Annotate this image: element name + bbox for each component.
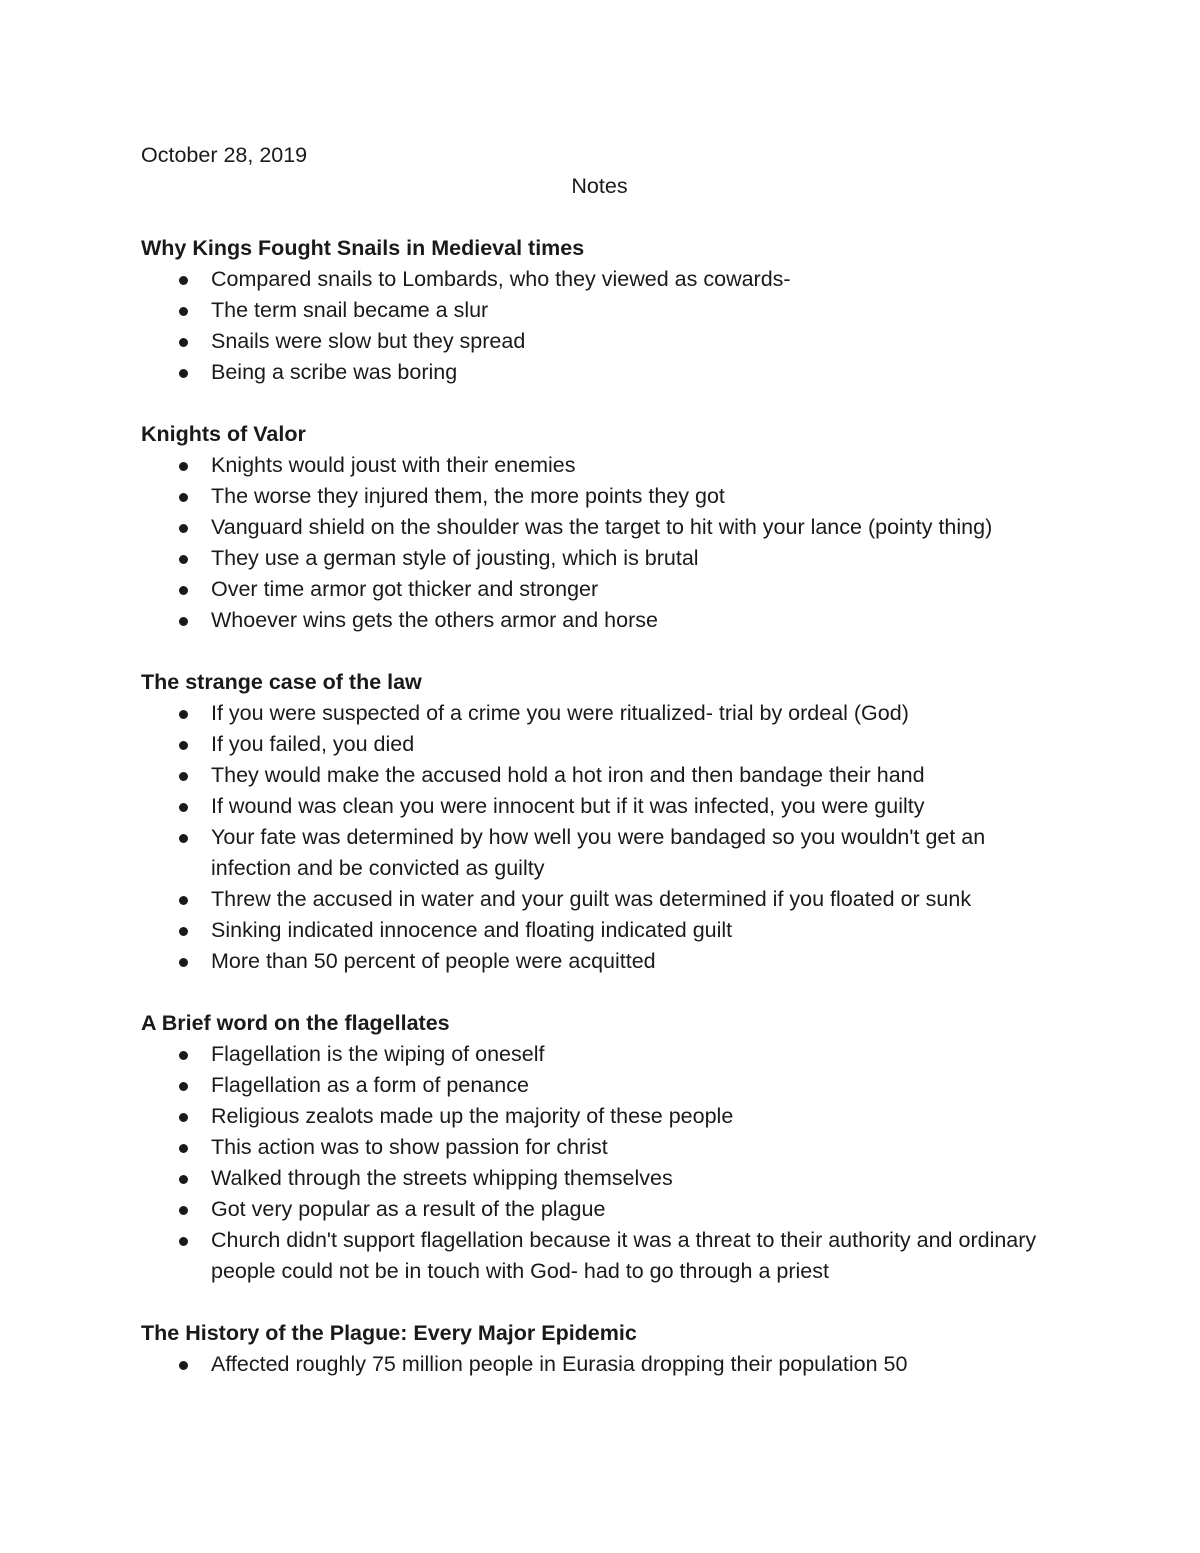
bullet-icon <box>179 710 188 719</box>
list-item <box>141 1132 1061 1163</box>
bullet-icon <box>179 493 188 502</box>
list-item-text: Knights would joust with their enemies <box>211 453 576 477</box>
list-item <box>141 326 1061 357</box>
bullet-list <box>141 264 1061 388</box>
list-item-text: They would make the accused hold a hot iron and then bandage their hand <box>211 763 925 787</box>
list-item-text: Walked through the streets whipping themselves <box>211 1166 673 1190</box>
list-item-text: The term snail became a slur <box>211 298 489 322</box>
list-item-text: If you failed, you died <box>211 732 415 756</box>
bullet-icon <box>179 1361 188 1370</box>
section-heading: The strange case of the law <box>141 670 422 694</box>
list-item <box>141 1225 1061 1287</box>
bullet-icon <box>179 1144 188 1153</box>
bullet-icon <box>179 617 188 626</box>
list-item <box>141 760 1061 791</box>
bullet-icon <box>179 1206 188 1215</box>
document-body <box>141 140 1061 1380</box>
list-item-text: If you were suspected of a crime you were ritualized- trial by ordeal (God) <box>211 701 909 725</box>
bullet-icon <box>179 338 188 347</box>
bullet-icon <box>179 369 188 378</box>
list-item <box>141 295 1061 326</box>
list-item <box>141 1101 1061 1132</box>
list-item <box>141 512 1061 543</box>
list-item-text: Over time armor got thicker and stronger <box>211 577 599 601</box>
bullet-icon <box>179 772 188 781</box>
list-item <box>141 1070 1061 1101</box>
list-item <box>141 1194 1061 1225</box>
bullet-list <box>141 450 1061 636</box>
bullet-icon <box>179 307 188 316</box>
bullet-icon <box>179 1051 188 1060</box>
list-item-text: Vanguard shield on the shoulder was the target to hit with your lance (pointy thing) <box>211 515 993 539</box>
bullet-icon <box>179 927 188 936</box>
section-knights <box>141 419 1061 636</box>
list-item-text: Religious zealots made up the majority of these people <box>211 1104 734 1128</box>
section-heading: Knights of Valor <box>141 422 306 446</box>
bullet-icon <box>179 276 188 285</box>
list-item-text: Flagellation is the wiping of oneself <box>211 1042 545 1066</box>
list-item <box>141 357 1061 388</box>
list-item-text: More than 50 percent of people were acquitted <box>211 949 656 973</box>
list-item <box>141 729 1061 760</box>
document-title: Notes <box>571 174 628 198</box>
list-item <box>141 1349 1061 1380</box>
list-item <box>141 698 1061 729</box>
list-item-text: Whoever wins gets the others armor and horse <box>211 608 658 632</box>
section-flagellates <box>141 1008 1061 1287</box>
list-item-text: Threw the accused in water and your guilt was determined if you floated or sunk <box>211 887 972 911</box>
list-item-text: Affected roughly 75 million people in Eurasia dropping their population 50 <box>211 1352 908 1376</box>
list-item <box>141 884 1061 915</box>
list-item <box>141 450 1061 481</box>
bullet-list <box>141 1039 1061 1287</box>
list-item-text: Sinking indicated innocence and floating indicated guilt <box>211 918 733 942</box>
list-item-text: The worse they injured them, the more points they got <box>211 484 725 508</box>
list-item <box>141 605 1061 636</box>
bullet-icon <box>179 896 188 905</box>
list-item-text: Snails were slow but they spread <box>211 329 526 353</box>
bullet-list <box>141 1349 1061 1380</box>
section-heading: The History of the Plague: Every Major Epidemic <box>141 1321 637 1345</box>
section-law <box>141 667 1061 977</box>
list-item <box>141 1039 1061 1070</box>
list-item-text: They use a german style of jousting, which is brutal <box>211 546 699 570</box>
list-item-text: Flagellation as a form of penance <box>211 1073 529 1097</box>
list-item-text: Got very popular as a result of the plague <box>211 1197 606 1221</box>
bullet-icon <box>179 1082 188 1091</box>
list-item-text: If wound was clean you were innocent but if it was infected, you were guilty <box>211 794 925 818</box>
list-item <box>141 264 1061 295</box>
bullet-icon <box>179 555 188 564</box>
section-plague <box>141 1318 1061 1380</box>
bullet-icon <box>179 834 188 843</box>
list-item <box>141 915 1061 946</box>
document-date: October 28, 2019 <box>141 143 308 167</box>
bullet-icon <box>179 1237 188 1246</box>
list-item <box>141 946 1061 977</box>
section-snails <box>141 233 1061 388</box>
list-item-text: Your fate was determined by how well you were bandaged so you wouldn't get an infection and be convicted as guilty <box>211 825 986 880</box>
bullet-icon <box>179 462 188 471</box>
list-item-text: This action was to show passion for christ <box>211 1135 608 1159</box>
list-item-text: Being a scribe was boring <box>211 360 458 384</box>
list-item <box>141 481 1061 512</box>
list-item-text: Church didn't support flagellation because it was a threat to their authority and ordinary people could not be in touch with God- had to go through a priest <box>211 1228 1037 1283</box>
bullet-list <box>141 698 1061 977</box>
bullet-icon <box>179 524 188 533</box>
list-item <box>141 543 1061 574</box>
bullet-icon <box>179 1113 188 1122</box>
list-item <box>141 791 1061 822</box>
list-item <box>141 1163 1061 1194</box>
list-item <box>141 574 1061 605</box>
section-heading: A Brief word on the flagellates <box>141 1011 450 1035</box>
list-item-text: Compared snails to Lombards, who they viewed as cowards- <box>211 267 791 291</box>
bullet-icon <box>179 803 188 812</box>
bullet-icon <box>179 1175 188 1184</box>
bullet-icon <box>179 586 188 595</box>
list-item <box>141 822 1061 884</box>
section-heading: Why Kings Fought Snails in Medieval times <box>141 236 585 260</box>
bullet-icon <box>179 958 188 967</box>
bullet-icon <box>179 741 188 750</box>
